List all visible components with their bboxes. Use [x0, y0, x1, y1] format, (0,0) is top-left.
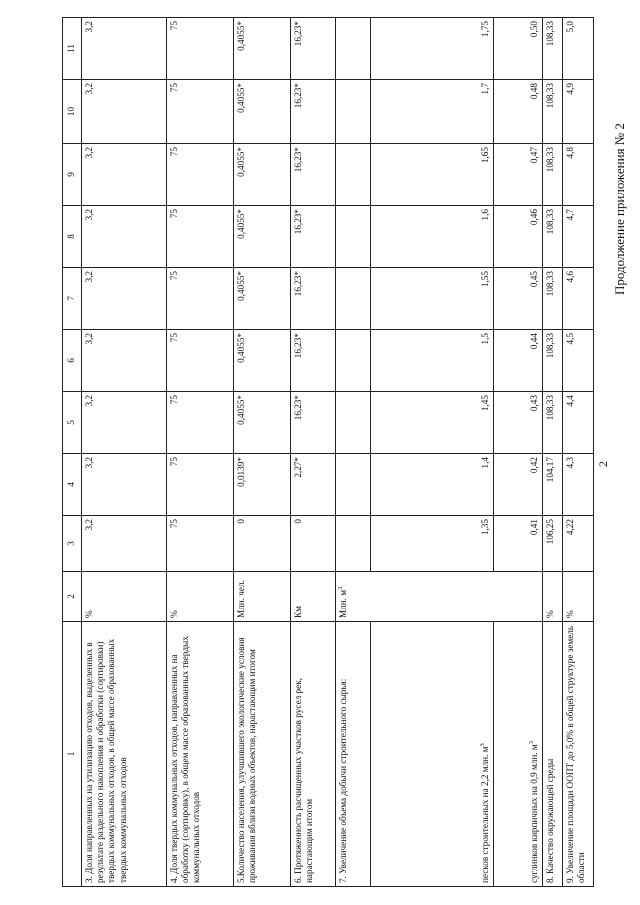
value-cell: 0,4055*: [234, 392, 291, 454]
header-cell: 2: [63, 572, 82, 622]
value-cell: 1,75: [371, 18, 494, 80]
value-cell: 1,5: [371, 330, 494, 392]
unit-text: Млн. м: [338, 589, 348, 618]
table-row: [494, 18, 543, 887]
subrow-superscript: 3: [527, 741, 535, 745]
value-cell: 1,4: [371, 454, 494, 516]
value-cell: 0,4055*: [234, 330, 291, 392]
value-cell: 1,55: [371, 268, 494, 330]
table-row: [543, 18, 563, 887]
table-row: [234, 18, 291, 887]
value-cell: 3,2: [82, 516, 167, 572]
value-cell: 75: [167, 392, 234, 454]
row-unit: Млн. чел.: [234, 572, 291, 622]
empty-cell: [336, 516, 371, 572]
value-cell: 16,23*: [291, 18, 336, 80]
value-cell: 4,9: [563, 80, 594, 144]
row-name: 5.Количество населения, улучшившего экологические условия проживания вблизи водных объектов, нарастающим итогом: [234, 622, 291, 887]
value-cell: 3,2: [82, 454, 167, 516]
value-cell: 3,2: [82, 392, 167, 454]
value-cell: 108,33: [543, 144, 563, 206]
value-cell: 0,50: [494, 18, 543, 80]
value-cell: 16,23*: [291, 268, 336, 330]
header-cell: 10: [63, 80, 82, 144]
subrow-superscript: 3: [478, 743, 486, 747]
unit-superscript: 3: [336, 586, 344, 590]
value-cell: 0,0139*: [234, 454, 291, 516]
row-name: 6. Протяженность расчищенных участков русел рек, нарастающим итогом: [291, 622, 336, 887]
value-cell: 75: [167, 268, 234, 330]
value-cell: 1,7: [371, 80, 494, 144]
value-cell: 108,33: [543, 206, 563, 268]
continuation-label: Продолжение приложения № 2: [612, 123, 627, 295]
value-cell: 75: [167, 144, 234, 206]
value-cell: 0,45: [494, 268, 543, 330]
value-cell: 4,3: [563, 454, 594, 516]
value-cell: 16,23*: [291, 330, 336, 392]
row-name: 4. Доля твердых коммунальных отходов, направленных на обработку (сортировку), в общем массе образованных твердых коммунальных отходов: [167, 622, 234, 887]
subrow-name: [494, 622, 543, 887]
value-cell: 75: [167, 330, 234, 392]
row-unit: %: [82, 572, 167, 622]
table-row: [336, 18, 371, 887]
value-cell: 16,23*: [291, 144, 336, 206]
empty-cell: [336, 80, 371, 144]
value-cell: 108,33: [543, 268, 563, 330]
subrow-text: песков строительных на 2,2 млн. м: [479, 746, 490, 883]
value-cell: 4,4: [563, 392, 594, 454]
empty-cell: [336, 330, 371, 392]
value-cell: 0,4055*: [234, 18, 291, 80]
row-unit: Км: [291, 572, 336, 622]
header-cell: 7: [63, 268, 82, 330]
header-cell: 4: [63, 454, 82, 516]
value-cell: 0,4055*: [234, 144, 291, 206]
value-cell: 4,5: [563, 330, 594, 392]
row-unit: %: [563, 572, 594, 622]
row-unit: [336, 572, 543, 622]
value-cell: 3,2: [82, 268, 167, 330]
value-cell: 0,47: [494, 144, 543, 206]
table-row: [82, 18, 167, 887]
value-cell: 106,25: [543, 516, 563, 572]
value-cell: 0,43: [494, 392, 543, 454]
value-cell: 16,23*: [291, 206, 336, 268]
value-cell: 5,0: [563, 18, 594, 80]
row-name: 8. Качество окружающей среды: [543, 622, 563, 887]
value-cell: 108,33: [543, 392, 563, 454]
header-cell: 5: [63, 392, 82, 454]
value-cell: 75: [167, 18, 234, 80]
value-cell: 108,33: [543, 330, 563, 392]
row-name: 9. Увеличение площади ООПТ до 5,0% в общей структуре земель области: [563, 622, 594, 887]
table-row: [291, 18, 336, 887]
value-cell: 3,2: [82, 80, 167, 144]
row-name: 3. Доля направленных на утилизацию отходов, выделенных в результате раздельного накопления и обработки (сортировки) твердых коммунальных отходов, в общей массе образованных твердых коммунальных отходов: [82, 622, 167, 887]
header-cell: 6: [63, 330, 82, 392]
value-cell: 1,45: [371, 392, 494, 454]
value-cell: 2,27*: [291, 454, 336, 516]
table-row: [167, 18, 234, 887]
value-cell: 104,17: [543, 454, 563, 516]
empty-cell: [336, 144, 371, 206]
value-cell: 0,4055*: [234, 80, 291, 144]
empty-cell: [336, 392, 371, 454]
empty-cell: [336, 454, 371, 516]
empty-cell: [336, 18, 371, 80]
value-cell: 16,23*: [291, 392, 336, 454]
subrow-name: [371, 622, 494, 887]
value-cell: 1,65: [371, 144, 494, 206]
value-cell: 0,4055*: [234, 268, 291, 330]
header-cell: 3: [63, 516, 82, 572]
value-cell: 3,2: [82, 206, 167, 268]
value-cell: 0,42: [494, 454, 543, 516]
value-cell: 3,2: [82, 144, 167, 206]
value-cell: 0,4055*: [234, 206, 291, 268]
indicators-table: [62, 17, 594, 887]
value-cell: 75: [167, 206, 234, 268]
empty-cell: [336, 206, 371, 268]
header-cell: 1: [63, 622, 82, 887]
value-cell: 1,6: [371, 206, 494, 268]
value-cell: 4,8: [563, 144, 594, 206]
header-row: [63, 18, 82, 887]
value-cell: 108,33: [543, 80, 563, 144]
header-cell: 9: [63, 144, 82, 206]
value-cell: 0,46: [494, 206, 543, 268]
table-row: [371, 18, 494, 887]
value-cell: 0,41: [494, 516, 543, 572]
row-unit: %: [167, 572, 234, 622]
value-cell: 4,7: [563, 206, 594, 268]
row-name: 7. Увеличение объема добычи строительного сырья:: [336, 622, 371, 887]
value-cell: 75: [167, 516, 234, 572]
empty-cell: [336, 268, 371, 330]
header-cell: 8: [63, 206, 82, 268]
value-cell: 0,48: [494, 80, 543, 144]
table-row: [563, 18, 594, 887]
page-number: 2: [596, 461, 610, 467]
value-cell: 0,44: [494, 330, 543, 392]
header-cell: 11: [63, 18, 82, 80]
value-cell: 75: [167, 80, 234, 144]
value-cell: 16,23*: [291, 80, 336, 144]
value-cell: 3,2: [82, 330, 167, 392]
value-cell: 4,22: [563, 516, 594, 572]
row-unit: %: [543, 572, 563, 622]
value-cell: 108,33: [543, 18, 563, 80]
value-cell: 1,35: [371, 516, 494, 572]
value-cell: 75: [167, 454, 234, 516]
value-cell: 4,6: [563, 268, 594, 330]
value-cell: 0: [291, 516, 336, 572]
value-cell: 0: [234, 516, 291, 572]
value-cell: 3,2: [82, 18, 167, 80]
subrow-text: суглинков кирпичных на 0,9 млн. м: [528, 744, 539, 883]
